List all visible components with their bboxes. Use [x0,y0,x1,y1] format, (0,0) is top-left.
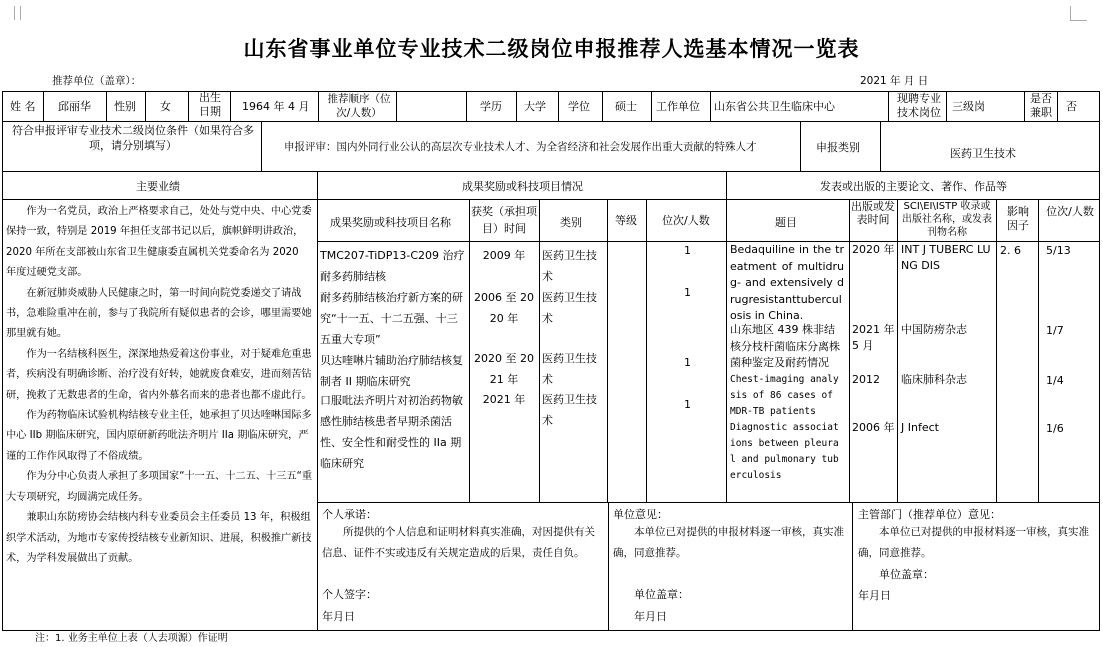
paper-journal: 中国防痨杂志 [901,323,967,336]
award-name: 耐多药肺结核治疗新方案的研究“十一五、十二五强、十三五重大专项” [320,291,463,346]
page-title: 山东省事业单位专业技术二级岗位申报推荐人选基本情况一览表 [243,36,860,61]
award-name: 贝达喹啉片辅助治疗肺结核复制者 II 期临床研究 [320,354,463,388]
crop-mark [1070,20,1087,21]
type-label: 申报类别 [816,141,860,154]
award-rank: 1 [684,398,691,411]
award-type: 医药卫生技术 [542,291,597,325]
paper-title: 山东地区 439 株非结核分枝杆菌临床分离株菌种鉴定及耐药情况 [730,323,840,369]
edu-value: 大学 [524,100,546,113]
award-name: TMC207-TiDP13-C209 治疗耐多药肺结核 [320,249,465,283]
dept-opinion-seal: 单位盖章： [879,568,934,581]
award-rank: 1 [684,356,691,369]
unit-opinion-text: 本单位已对提供的申报材料逐一审核，真实准确，同意推荐。 [613,526,844,559]
paper-title: Diagnostic associations between pleural and pulmonary tuberculosis [730,422,839,481]
paper-time: 2006 年 [852,421,895,434]
edu-label: 学历 [480,100,502,113]
papers-header-time: 出版或发表时间 [851,200,895,226]
unit-value: 山东省公共卫生临床中心 [714,100,835,113]
gender-label: 性别 [114,100,136,113]
award-time: 2006 至 2020 年 [474,291,534,325]
award-time: 2021 年 [482,393,526,406]
awards-header-rank: 位次/人数 [662,214,710,227]
award-rank: 1 [684,286,691,299]
degree-value: 硕士 [615,100,637,113]
main-paragraph: 作为药物临床试验机构结核专业主任，她承担了贝达喹啉国际多中心 IIb 期临床研究，国内原研新药吡法齐明片 IIa 期临床研究，严谨的工作作风取得了不俗成绩。 [6,410,312,462]
birth-label: 出生日期 [199,91,221,118]
main-paragraph: 作为分中心负责人承担了多项国家“十一五、十二五、十三五“重大专项研究，均圆满完成任务。 [6,471,313,503]
conditions-text: 申报评审：国内外同行业公认的高层次专业技术人才、为全省经济和社会发展作出重大贡献的特殊人才 [284,141,757,153]
personal-sign: 个人签字： [322,588,377,601]
unit-opinion-label: 单位意见： [613,508,668,521]
award-time: 2009 年 [482,249,526,262]
papers-header-title: 题目 [775,216,797,229]
dept-opinion-date: 年月日 [858,589,891,602]
paper-rank: 1/7 [1046,324,1064,337]
crop-mark [14,6,15,20]
unit-label: 工作单位 [656,100,700,113]
papers-header-rank: 位次/人数 [1046,205,1094,218]
awards-header-time: 获奖（承担项目）时间 [471,205,537,235]
concurrent-value: 否 [1066,100,1077,113]
award-time: 2020 至 2021 年 [474,352,534,386]
gender-value: 女 [160,100,171,113]
papers-header-journal: SCI\EI\ISTP 收录或出版社名称，或发表刊物名称 [902,201,992,238]
award-type: 医药卫生技术 [542,352,597,386]
post-value: 三级岗 [952,100,985,113]
papers-header-impact: 影响因子 [1007,205,1029,232]
main-paragraph: 兼职山东防痨协会结核内科专业委员会主任委员 13 年，积极组织学术活动，为地市专家传授结核专业新知识、进展，积极推广新技术，为学科发展做出了贡献。 [6,512,312,564]
personal-date: 年月日 [322,610,355,623]
paper-rank: 5/13 [1046,244,1071,257]
awards-header-name: 成果奖励或科技项目名称 [330,216,451,229]
paper-journal: 临床肺科杂志 [901,373,967,386]
unit-opinion-date: 年月日 [634,610,667,623]
dept-opinion-text: 本单位已对提供的申报材料逐一审核，真实准确，同意推荐。 [858,526,1089,559]
section-main: 主要业绩 [136,180,180,193]
paper-journal: INT J TUBERC LUNG DIS [901,243,991,272]
paper-time: 2020 年 [852,243,895,256]
section-papers: 发表或出版的主要论文、著作、作品等 [820,180,1007,193]
award-type: 医药卫生技术 [542,393,597,427]
crop-mark [1070,6,1071,20]
unit-opinion-seal: 单位盖章： [634,588,689,601]
paper-title: Chest-imaging analysis of 86 cases of MDR-TB patients [730,374,839,417]
paper-rank: 1/4 [1046,374,1064,387]
recommender-label: 推荐单位（盖章）： [52,75,142,87]
main-paragraph: 作为一名结核科医生，深深地热爱着这份事业，对于疑难危重患者，疾病没有明确诊断、治疗没有好转，她就废食难安，进而刻苦钻研，挽救了无数患者的生命，省内外慕名而来的患者也都不虚此行。 [6,348,312,401]
crop-mark [20,6,21,20]
main-paragraph: 在新冠肺炎威胁人民健康之时，第一时间向院党委递交了请战书，急难险重冲在前，参与了我院所有疑似患者的会诊，哪里需要她那里就有她。 [6,287,312,340]
date-label: 2021 年 月 日 [860,75,929,87]
award-type: 医药卫生技术 [542,249,597,283]
paper-impact: 2. 6 [1000,244,1021,257]
paper-journal: J Infect [901,421,939,434]
conditions-label: 符合申报评审专业技术二级岗位条件（如果符合多项，请分别填写） [12,124,254,152]
name-label: 姓 名 [10,100,36,113]
award-name: 口服吡法齐明片对初治药物敏感性肺结核患者早期杀菌活性、安全性和耐受性的 IIa 期临床研究 [320,394,463,470]
main-paragraph: 作为一名党员，政治上严格要求自己，处处与党中央、中心党委保持一致，特别是 2019 年担任支部书记以后，旗帜鲜明讲政治，2020 年所在支部被山东省卫生健康委直属机关党委命名为 2020 年度过硬党支部。 [6,206,312,279]
name-value: 邱丽华 [58,100,91,113]
post-label: 现聘专业技术岗位 [897,92,941,119]
type-value: 医药卫生技术 [950,147,1016,160]
birth-value: 1964 年 4 月 [242,100,310,113]
degree-label: 学位 [568,100,590,113]
footnote: 注：1. 业务主单位上表（人去项源）作证明 [35,633,228,644]
order-label: 推荐顺序（位次/人数） [327,93,391,119]
paper-rank: 1/6 [1046,422,1064,435]
section-awards: 成果奖励或科技项目情况 [462,180,583,193]
paper-time: 2012 [852,373,880,386]
personal-label: 个人承诺： [322,508,377,521]
paper-time: 2021 年 5 月 [852,323,895,352]
paper-title: Bedaquiline in the treatment of multidrug- and extensively drugresistanttuberculosis in China. [730,243,844,322]
dept-opinion-label: 主管部门（推荐单位）意见： [858,508,1001,521]
award-rank: 1 [684,244,691,257]
concurrent-label: 是否兼职 [1030,92,1052,119]
awards-header-level: 等级 [615,214,637,227]
personal-text: 所提供的个人信息和证明材料真实准确，对因提供有关信息、证件不实或违反有关规定造成的后果，责任自负。 [322,526,595,559]
main-performance [6,202,312,569]
awards-header-type: 类别 [560,216,582,229]
